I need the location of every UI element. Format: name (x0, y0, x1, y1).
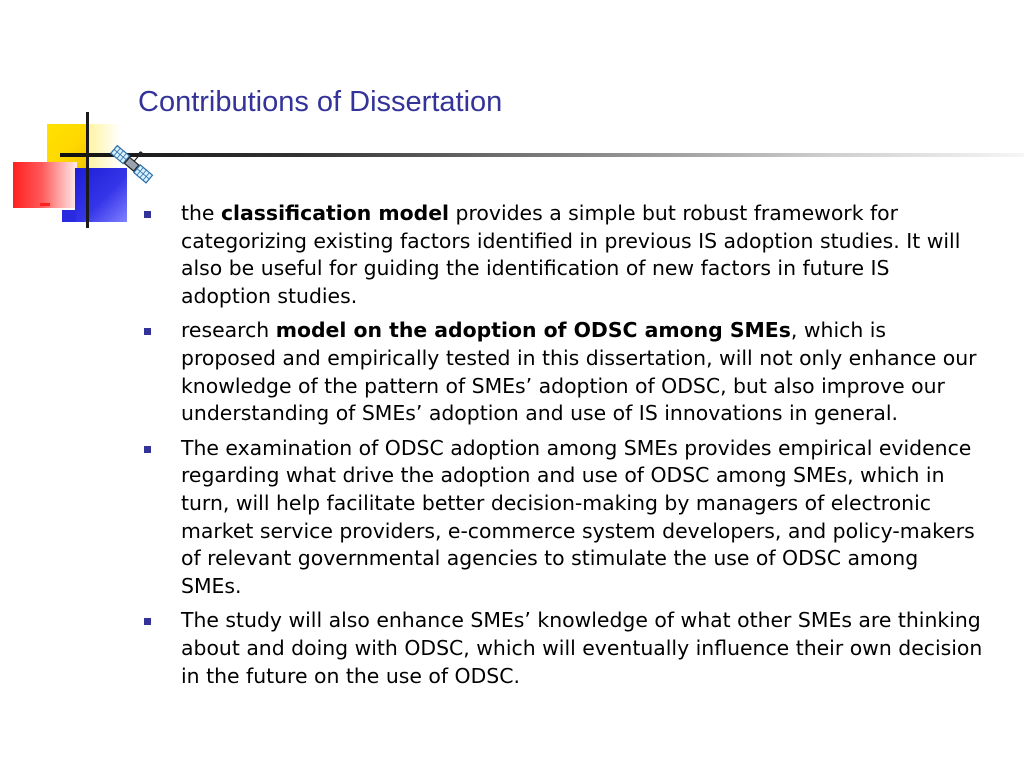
bullet-list (140, 200, 985, 697)
bullet-item (140, 317, 985, 427)
decor-vertical-rule (86, 112, 89, 228)
bullet-item (140, 200, 985, 310)
decor-blue-notch (62, 210, 76, 222)
decor-horizontal-rule (60, 153, 1024, 157)
square-bullet-icon (144, 211, 151, 218)
bullet-text-rest: , which is proposed and empirically tested in this dissertation, will not only enhance our knowledge of the pattern of SMEs’ adoption of ODSC, but also improve our understanding of SMEs’ adoption and use of IS innovations in general. (181, 318, 977, 426)
decor-red-dash (40, 203, 50, 206)
slide-title: Contributions of Dissertation (138, 86, 503, 118)
bullet-text-lead: the (181, 201, 221, 225)
satellite-icon (106, 142, 156, 188)
bullet-item (140, 435, 985, 601)
bullet-text-emphasis: model on the adoption of ODSC among SMEs (275, 318, 791, 343)
decor-red-square (13, 162, 77, 208)
square-bullet-icon (144, 328, 151, 335)
bullet-text: The study will also enhance SMEs’ knowledge of what other SMEs are thinking about and doing with ODSC, which will eventually influence their own decision in the future on the use of ODSC. (181, 608, 983, 688)
bullet-text (181, 318, 977, 425)
square-bullet-icon (144, 618, 151, 625)
square-bullet-icon (144, 446, 151, 453)
bullet-text (181, 201, 960, 308)
bullet-text-lead: research (181, 318, 276, 343)
bullet-text-emphasis: classification model (220, 201, 450, 225)
bullet-item (140, 607, 985, 690)
bullet-text: The examination of ODSC adoption among SMEs provides empirical evidence regarding what drive the adoption and use of ODSC among SMEs, which in turn, will help facilitate better decision-making by managers of electronic market service providers, e-commerce system developers, and policy-makers of relevant governmental agencies to stimulate the use of ODSC among SMEs. (181, 435, 975, 598)
bullet-text-rest: provides a simple but robust framework for categorizing existing factors identified in previous IS adoption studies. It will also be useful for guiding the identification of new factors in future IS adoption studies. (181, 201, 961, 308)
